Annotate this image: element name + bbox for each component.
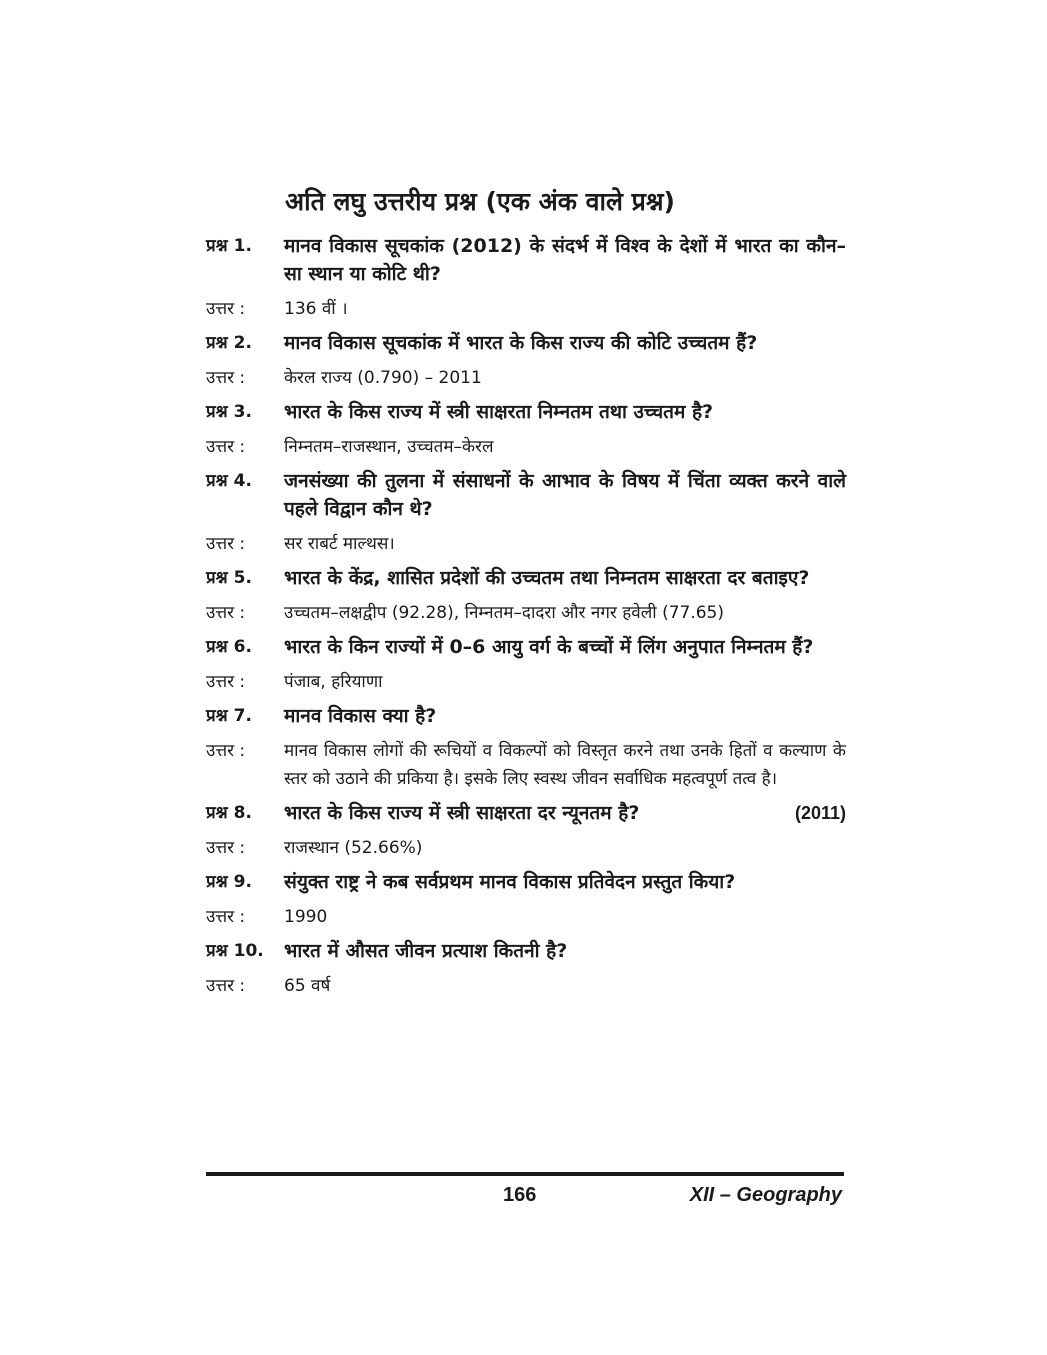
question-text: मानव विकास सूचकांक (2012) के संदर्भ में विश्व के देशों में भारत का कौन–सा स्थान या कोटि थी? bbox=[284, 235, 846, 285]
answer-4 bbox=[206, 530, 846, 558]
question-number: प्रश्न 8. bbox=[206, 803, 252, 823]
answer-1 bbox=[206, 295, 846, 323]
answer-text: राजस्थान (52.66%) bbox=[284, 838, 423, 858]
answer-text: केरल राज्य (0.790) – 2011 bbox=[284, 368, 482, 388]
question-5 bbox=[206, 564, 846, 592]
question-number: प्रश्न 5. bbox=[206, 568, 252, 588]
answer-label: उत्तर : bbox=[206, 838, 246, 858]
footer-divider bbox=[206, 1172, 844, 1176]
question-text: भारत के केंद्र, शासित प्रदेशों की उच्चतम तथा निम्नतम साक्षरता दर बताइए? bbox=[284, 567, 810, 589]
answer-6 bbox=[206, 668, 846, 696]
answer-label: उत्तर : bbox=[206, 907, 246, 927]
answer-text: उच्चतम–लक्षद्वीप (92.28), निम्नतम–दादरा और नगर हवेली (77.65) bbox=[284, 603, 724, 623]
answer-label: उत्तर : bbox=[206, 299, 246, 319]
question-7 bbox=[206, 702, 846, 730]
answer-3 bbox=[206, 433, 846, 461]
page-number: 166 bbox=[503, 1184, 537, 1206]
question-number: प्रश्न 2. bbox=[206, 333, 252, 353]
answer-text: सर राबर्ट माल्थस। bbox=[284, 534, 395, 554]
answer-text: पंजाब, हरियाणा bbox=[284, 672, 383, 692]
question-text: मानव विकास क्या है? bbox=[284, 705, 437, 727]
answer-text: 136 वीं । bbox=[284, 299, 348, 319]
answer-9 bbox=[206, 903, 846, 931]
question-number: प्रश्न 9. bbox=[206, 872, 252, 892]
answer-label: उत्तर : bbox=[206, 741, 246, 761]
question-text: मानव विकास सूचकांक में भारत के किस राज्य की कोटि उच्चतम हैं? bbox=[284, 332, 758, 354]
answer-text: 1990 bbox=[284, 907, 328, 927]
answer-label: उत्तर : bbox=[206, 534, 246, 554]
answer-5 bbox=[206, 599, 846, 627]
question-8 bbox=[206, 799, 846, 827]
answer-label: उत्तर : bbox=[206, 603, 246, 623]
question-number: प्रश्न 3. bbox=[206, 402, 252, 422]
question-number: प्रश्न 4. bbox=[206, 471, 252, 491]
question-1 bbox=[206, 232, 846, 288]
answer-label: उत्तर : bbox=[206, 368, 246, 388]
question-number: प्रश्न 6. bbox=[206, 637, 252, 657]
question-3 bbox=[206, 398, 846, 426]
answer-8 bbox=[206, 834, 846, 862]
question-text: भारत के किस राज्य में स्त्री साक्षरता दर न्यूनतम है? bbox=[284, 802, 640, 824]
question-number: प्रश्न 7. bbox=[206, 706, 252, 726]
question-answer-list bbox=[206, 226, 846, 1006]
answer-2 bbox=[206, 364, 846, 392]
section-heading: अति लघु उत्तरीय प्रश्न (एक अंक वाले प्रश्न) bbox=[285, 187, 675, 216]
question-text: जनसंख्या की तुलना में संसाधनों के आभाव के विषय में चिंता व्यक्त करने वाले पहले विद्वान कौन थे? bbox=[284, 470, 846, 520]
answer-label: उत्तर : bbox=[206, 437, 246, 457]
answer-text: निम्नतम–राजस्थान, उच्चतम–केरल bbox=[284, 437, 494, 457]
answer-label: उत्तर : bbox=[206, 672, 246, 692]
question-6 bbox=[206, 633, 846, 661]
question-text: भारत के किन राज्यों में 0–6 आयु वर्ग के बच्चों में लिंग अनुपात निम्नतम हैं? bbox=[284, 636, 814, 658]
answer-text: मानव विकास लोगों की रूचियों व विकल्पों को विस्तृत करने तथा उनके हितों व कल्याण के स्तर को उठाने की प्रकिया है। इसके लिए स्वस्थ जीवन सर्वाधिक महत्वपूर्ण तत्व है। bbox=[284, 741, 846, 789]
question-10 bbox=[206, 937, 846, 965]
question-4 bbox=[206, 467, 846, 523]
question-number: प्रश्न 1. bbox=[206, 236, 252, 256]
question-number: प्रश्न 10. bbox=[206, 941, 264, 961]
footer-subject-label: XII – Geography bbox=[689, 1184, 842, 1206]
question-text: भारत में औसत जीवन प्रत्याश कितनी है? bbox=[284, 940, 568, 962]
question-text: संयुक्त राष्ट्र ने कब सर्वप्रथम मानव विकास प्रतिवेदन प्रस्तुत किया? bbox=[284, 871, 736, 893]
question-text-wrap bbox=[284, 799, 846, 827]
year-tag: (2011) bbox=[794, 803, 846, 823]
answer-7 bbox=[206, 737, 846, 793]
question-9 bbox=[206, 868, 846, 896]
question-text: भारत के किस राज्य में स्त्री साक्षरता निम्नतम तथा उच्चतम है? bbox=[284, 401, 714, 423]
answer-10 bbox=[206, 972, 846, 1000]
answer-text: 65 वर्ष bbox=[284, 976, 331, 996]
answer-label: उत्तर : bbox=[206, 976, 246, 996]
question-2 bbox=[206, 329, 846, 357]
